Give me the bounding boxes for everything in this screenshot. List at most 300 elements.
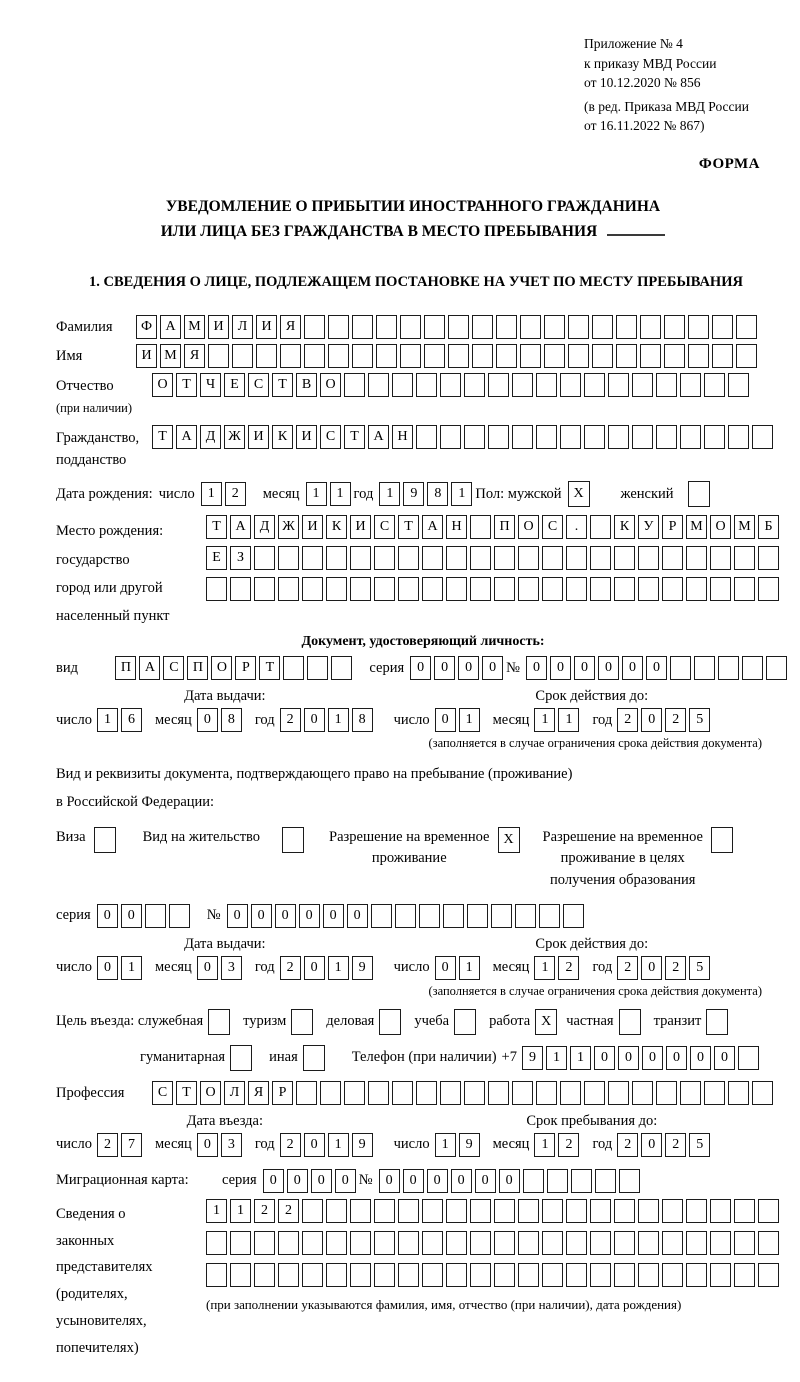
char-box[interactable]: И: [208, 315, 229, 339]
char-box[interactable]: [520, 344, 541, 368]
char-box[interactable]: [208, 344, 229, 368]
char-box[interactable]: А: [139, 656, 160, 680]
char-box[interactable]: Ж: [278, 515, 299, 539]
char-box[interactable]: [560, 373, 581, 397]
char-box[interactable]: 1: [435, 1133, 456, 1157]
char-box[interactable]: 1: [97, 708, 118, 732]
char-box[interactable]: [640, 315, 661, 339]
char-box[interactable]: [278, 546, 299, 570]
char-box[interactable]: .: [566, 515, 587, 539]
char-box[interactable]: [278, 1231, 299, 1255]
char-box[interactable]: 2: [665, 1133, 686, 1157]
char-box[interactable]: [440, 1081, 461, 1105]
char-box[interactable]: 8: [221, 708, 242, 732]
char-box[interactable]: А: [422, 515, 443, 539]
char-box[interactable]: [494, 1199, 515, 1223]
char-box[interactable]: [282, 827, 304, 853]
char-box[interactable]: [422, 1263, 443, 1287]
char-box[interactable]: Т: [398, 515, 419, 539]
char-box[interactable]: [614, 1231, 635, 1255]
char-box[interactable]: [592, 344, 613, 368]
char-box[interactable]: [632, 425, 653, 449]
char-box[interactable]: [470, 515, 491, 539]
char-box[interactable]: И: [302, 515, 323, 539]
char-box[interactable]: Т: [176, 373, 197, 397]
char-box[interactable]: [280, 344, 301, 368]
char-box[interactable]: [656, 1081, 677, 1105]
char-box[interactable]: [710, 1199, 731, 1223]
char-box[interactable]: [350, 1263, 371, 1287]
char-box[interactable]: [464, 373, 485, 397]
char-box[interactable]: 2: [225, 482, 246, 506]
char-box[interactable]: [470, 1199, 491, 1223]
char-box[interactable]: [704, 373, 725, 397]
char-box[interactable]: О: [518, 515, 539, 539]
char-box[interactable]: [608, 373, 629, 397]
char-box[interactable]: Н: [392, 425, 413, 449]
char-box[interactable]: [376, 344, 397, 368]
char-box[interactable]: [424, 315, 445, 339]
char-box[interactable]: М: [686, 515, 707, 539]
char-box[interactable]: [523, 1169, 544, 1193]
char-box[interactable]: [584, 1081, 605, 1105]
char-box[interactable]: [326, 546, 347, 570]
char-box[interactable]: [616, 344, 637, 368]
char-box[interactable]: Е: [224, 373, 245, 397]
char-box[interactable]: [710, 1263, 731, 1287]
char-box[interactable]: [662, 546, 683, 570]
char-box[interactable]: 0: [434, 656, 455, 680]
char-box[interactable]: 0: [427, 1169, 448, 1193]
char-box[interactable]: [230, 1045, 252, 1071]
char-box[interactable]: 5: [689, 708, 710, 732]
char-box[interactable]: 0: [323, 904, 344, 928]
char-box[interactable]: [379, 1009, 401, 1035]
char-box[interactable]: [470, 1263, 491, 1287]
char-box[interactable]: 8: [427, 482, 448, 506]
char-box[interactable]: [590, 515, 611, 539]
char-box[interactable]: [472, 344, 493, 368]
char-box[interactable]: [638, 546, 659, 570]
char-box[interactable]: X: [568, 481, 590, 507]
char-box[interactable]: 1: [230, 1199, 251, 1223]
char-box[interactable]: [590, 546, 611, 570]
char-box[interactable]: [736, 315, 757, 339]
char-box[interactable]: Т: [206, 515, 227, 539]
char-box[interactable]: [518, 1231, 539, 1255]
char-box[interactable]: Я: [184, 344, 205, 368]
char-box[interactable]: [352, 315, 373, 339]
char-box[interactable]: 0: [641, 956, 662, 980]
char-box[interactable]: [736, 344, 757, 368]
char-box[interactable]: [398, 546, 419, 570]
char-box[interactable]: [512, 425, 533, 449]
char-box[interactable]: [278, 577, 299, 601]
char-box[interactable]: [742, 656, 763, 680]
char-box[interactable]: [454, 1009, 476, 1035]
char-box[interactable]: [688, 481, 710, 507]
char-box[interactable]: А: [176, 425, 197, 449]
char-box[interactable]: Я: [280, 315, 301, 339]
char-box[interactable]: [542, 577, 563, 601]
char-box[interactable]: [566, 577, 587, 601]
char-box[interactable]: [670, 656, 691, 680]
char-box[interactable]: И: [136, 344, 157, 368]
char-box[interactable]: [440, 373, 461, 397]
char-box[interactable]: [496, 315, 517, 339]
char-box[interactable]: [331, 656, 352, 680]
char-box[interactable]: 0: [227, 904, 248, 928]
char-box[interactable]: А: [160, 315, 181, 339]
char-box[interactable]: [422, 577, 443, 601]
char-box[interactable]: 1: [459, 956, 480, 980]
char-box[interactable]: [547, 1169, 568, 1193]
char-box[interactable]: 0: [197, 956, 218, 980]
char-box[interactable]: Т: [176, 1081, 197, 1105]
char-box[interactable]: [694, 656, 715, 680]
char-box[interactable]: 0: [526, 656, 547, 680]
char-box[interactable]: [491, 904, 512, 928]
char-box[interactable]: К: [614, 515, 635, 539]
char-box[interactable]: 1: [121, 956, 142, 980]
char-box[interactable]: 0: [311, 1169, 332, 1193]
char-box[interactable]: [291, 1009, 313, 1035]
char-box[interactable]: [230, 1231, 251, 1255]
char-box[interactable]: [536, 373, 557, 397]
char-box[interactable]: 8: [352, 708, 373, 732]
char-box[interactable]: 1: [534, 956, 555, 980]
char-box[interactable]: 0: [403, 1169, 424, 1193]
char-box[interactable]: [738, 1046, 759, 1070]
char-box[interactable]: 0: [251, 904, 272, 928]
char-box[interactable]: [536, 425, 557, 449]
char-box[interactable]: Т: [344, 425, 365, 449]
char-box[interactable]: [371, 904, 392, 928]
char-box[interactable]: Т: [152, 425, 173, 449]
char-box[interactable]: X: [535, 1009, 557, 1035]
char-box[interactable]: 1: [451, 482, 472, 506]
char-box[interactable]: С: [248, 373, 269, 397]
char-box[interactable]: Т: [272, 373, 293, 397]
char-box[interactable]: 0: [594, 1046, 615, 1070]
char-box[interactable]: 2: [665, 956, 686, 980]
char-box[interactable]: 2: [558, 1133, 579, 1157]
char-box[interactable]: [664, 344, 685, 368]
char-box[interactable]: [711, 827, 733, 853]
char-box[interactable]: [710, 1231, 731, 1255]
char-box[interactable]: [302, 1199, 323, 1223]
char-box[interactable]: [422, 1231, 443, 1255]
char-box[interactable]: [443, 904, 464, 928]
char-box[interactable]: 0: [451, 1169, 472, 1193]
char-box[interactable]: [392, 1081, 413, 1105]
char-box[interactable]: Р: [662, 515, 683, 539]
char-box[interactable]: 0: [618, 1046, 639, 1070]
char-box[interactable]: [614, 1199, 635, 1223]
char-box[interactable]: [470, 577, 491, 601]
char-box[interactable]: [616, 315, 637, 339]
char-box[interactable]: [638, 1263, 659, 1287]
char-box[interactable]: [350, 546, 371, 570]
char-box[interactable]: [232, 344, 253, 368]
char-box[interactable]: [145, 904, 166, 928]
char-box[interactable]: 1: [558, 708, 579, 732]
char-box[interactable]: [688, 344, 709, 368]
char-box[interactable]: 1: [201, 482, 222, 506]
char-box[interactable]: О: [200, 1081, 221, 1105]
char-box[interactable]: [734, 1199, 755, 1223]
char-box[interactable]: [566, 1263, 587, 1287]
char-box[interactable]: [688, 315, 709, 339]
char-box[interactable]: [728, 373, 749, 397]
char-box[interactable]: Л: [232, 315, 253, 339]
char-box[interactable]: [614, 546, 635, 570]
char-box[interactable]: П: [494, 515, 515, 539]
char-box[interactable]: Р: [235, 656, 256, 680]
char-box[interactable]: 0: [97, 956, 118, 980]
char-box[interactable]: 0: [646, 656, 667, 680]
char-box[interactable]: 0: [714, 1046, 735, 1070]
char-box[interactable]: 2: [280, 956, 301, 980]
char-box[interactable]: 0: [304, 1133, 325, 1157]
char-box[interactable]: [422, 546, 443, 570]
char-box[interactable]: [254, 577, 275, 601]
char-box[interactable]: [518, 577, 539, 601]
char-box[interactable]: [542, 1199, 563, 1223]
char-box[interactable]: [608, 425, 629, 449]
char-box[interactable]: Б: [758, 515, 779, 539]
char-box[interactable]: Д: [200, 425, 221, 449]
char-box[interactable]: А: [230, 515, 251, 539]
char-box[interactable]: [488, 373, 509, 397]
char-box[interactable]: [566, 1199, 587, 1223]
char-box[interactable]: [470, 1231, 491, 1255]
char-box[interactable]: И: [296, 425, 317, 449]
char-box[interactable]: [376, 315, 397, 339]
char-box[interactable]: [467, 904, 488, 928]
char-box[interactable]: 2: [617, 956, 638, 980]
char-box[interactable]: 0: [435, 956, 456, 980]
char-box[interactable]: А: [368, 425, 389, 449]
char-box[interactable]: [374, 577, 395, 601]
char-box[interactable]: [470, 546, 491, 570]
char-box[interactable]: 0: [97, 904, 118, 928]
char-box[interactable]: [350, 1231, 371, 1255]
char-box[interactable]: 1: [330, 482, 351, 506]
char-box[interactable]: [398, 577, 419, 601]
char-box[interactable]: 9: [522, 1046, 543, 1070]
char-box[interactable]: [278, 1263, 299, 1287]
char-box[interactable]: [440, 425, 461, 449]
char-box[interactable]: [422, 1199, 443, 1223]
char-box[interactable]: 7: [121, 1133, 142, 1157]
char-box[interactable]: [400, 344, 421, 368]
char-box[interactable]: [398, 1231, 419, 1255]
char-box[interactable]: [206, 577, 227, 601]
char-box[interactable]: 2: [617, 1133, 638, 1157]
char-box[interactable]: [400, 315, 421, 339]
char-box[interactable]: [169, 904, 190, 928]
char-box[interactable]: И: [248, 425, 269, 449]
char-box[interactable]: [563, 904, 584, 928]
char-box[interactable]: [328, 315, 349, 339]
char-box[interactable]: 0: [499, 1169, 520, 1193]
char-box[interactable]: О: [211, 656, 232, 680]
char-box[interactable]: 0: [641, 708, 662, 732]
char-box[interactable]: [494, 1231, 515, 1255]
char-box[interactable]: [320, 1081, 341, 1105]
char-box[interactable]: [728, 425, 749, 449]
char-box[interactable]: [758, 1199, 779, 1223]
char-box[interactable]: [488, 1081, 509, 1105]
char-box[interactable]: С: [152, 1081, 173, 1105]
char-box[interactable]: 0: [379, 1169, 400, 1193]
char-box[interactable]: [307, 656, 328, 680]
char-box[interactable]: М: [160, 344, 181, 368]
char-box[interactable]: Ч: [200, 373, 221, 397]
char-box[interactable]: [326, 1199, 347, 1223]
char-box[interactable]: [326, 1231, 347, 1255]
char-box[interactable]: [374, 546, 395, 570]
char-box[interactable]: [614, 1263, 635, 1287]
char-box[interactable]: [632, 1081, 653, 1105]
char-box[interactable]: [94, 827, 116, 853]
char-box[interactable]: 0: [347, 904, 368, 928]
char-box[interactable]: 9: [459, 1133, 480, 1157]
char-box[interactable]: [395, 904, 416, 928]
char-box[interactable]: М: [184, 315, 205, 339]
char-box[interactable]: [446, 1231, 467, 1255]
char-box[interactable]: 0: [121, 904, 142, 928]
char-box[interactable]: 2: [254, 1199, 275, 1223]
char-box[interactable]: [752, 425, 773, 449]
char-box[interactable]: О: [710, 515, 731, 539]
char-box[interactable]: [590, 1231, 611, 1255]
char-box[interactable]: К: [272, 425, 293, 449]
char-box[interactable]: 1: [546, 1046, 567, 1070]
char-box[interactable]: [464, 425, 485, 449]
char-box[interactable]: Д: [254, 515, 275, 539]
char-box[interactable]: Р: [272, 1081, 293, 1105]
char-box[interactable]: 0: [550, 656, 571, 680]
char-box[interactable]: 9: [352, 1133, 373, 1157]
char-box[interactable]: [542, 546, 563, 570]
char-box[interactable]: [704, 1081, 725, 1105]
char-box[interactable]: 0: [263, 1169, 284, 1193]
char-box[interactable]: 1: [328, 1133, 349, 1157]
char-box[interactable]: [448, 315, 469, 339]
char-box[interactable]: [584, 373, 605, 397]
char-box[interactable]: 2: [278, 1199, 299, 1223]
char-box[interactable]: [416, 373, 437, 397]
char-box[interactable]: 6: [121, 708, 142, 732]
char-box[interactable]: О: [152, 373, 173, 397]
char-box[interactable]: [571, 1169, 592, 1193]
char-box[interactable]: [350, 1199, 371, 1223]
char-box[interactable]: [512, 1081, 533, 1105]
char-box[interactable]: 1: [379, 482, 400, 506]
char-box[interactable]: 0: [304, 956, 325, 980]
char-box[interactable]: [568, 344, 589, 368]
char-box[interactable]: [416, 1081, 437, 1105]
char-box[interactable]: [632, 373, 653, 397]
char-box[interactable]: Л: [224, 1081, 245, 1105]
char-box[interactable]: 0: [482, 656, 503, 680]
char-box[interactable]: 0: [410, 656, 431, 680]
char-box[interactable]: [758, 1231, 779, 1255]
char-box[interactable]: [303, 1045, 325, 1071]
char-box[interactable]: [446, 577, 467, 601]
char-box[interactable]: [544, 315, 565, 339]
char-box[interactable]: Я: [248, 1081, 269, 1105]
char-box[interactable]: 5: [689, 1133, 710, 1157]
char-box[interactable]: [680, 1081, 701, 1105]
char-box[interactable]: 0: [458, 656, 479, 680]
char-box[interactable]: [256, 344, 277, 368]
char-box[interactable]: 0: [275, 904, 296, 928]
char-box[interactable]: [566, 1231, 587, 1255]
char-box[interactable]: [206, 1263, 227, 1287]
char-box[interactable]: [544, 344, 565, 368]
char-box[interactable]: [712, 344, 733, 368]
char-box[interactable]: [592, 315, 613, 339]
char-box[interactable]: 0: [335, 1169, 356, 1193]
char-box[interactable]: [419, 904, 440, 928]
char-box[interactable]: [704, 425, 725, 449]
char-box[interactable]: З: [230, 546, 251, 570]
char-box[interactable]: 0: [666, 1046, 687, 1070]
char-box[interactable]: [374, 1231, 395, 1255]
char-box[interactable]: [283, 656, 304, 680]
char-box[interactable]: 2: [280, 1133, 301, 1157]
char-box[interactable]: [568, 315, 589, 339]
char-box[interactable]: 1: [206, 1199, 227, 1223]
char-box[interactable]: [518, 1199, 539, 1223]
char-box[interactable]: [712, 315, 733, 339]
char-box[interactable]: [328, 344, 349, 368]
char-box[interactable]: [536, 1081, 557, 1105]
char-box[interactable]: [619, 1009, 641, 1035]
char-box[interactable]: [734, 577, 755, 601]
char-box[interactable]: [424, 344, 445, 368]
char-box[interactable]: [344, 373, 365, 397]
char-box[interactable]: Е: [206, 546, 227, 570]
char-box[interactable]: [446, 546, 467, 570]
char-box[interactable]: [728, 1081, 749, 1105]
char-box[interactable]: [416, 425, 437, 449]
char-box[interactable]: [680, 425, 701, 449]
char-box[interactable]: [398, 1199, 419, 1223]
char-box[interactable]: 0: [435, 708, 456, 732]
char-box[interactable]: [496, 344, 517, 368]
char-box[interactable]: 0: [574, 656, 595, 680]
char-box[interactable]: [326, 577, 347, 601]
char-box[interactable]: [494, 546, 515, 570]
char-box[interactable]: [619, 1169, 640, 1193]
char-box[interactable]: П: [115, 656, 136, 680]
char-box[interactable]: [254, 1263, 275, 1287]
char-box[interactable]: [344, 1081, 365, 1105]
char-box[interactable]: [560, 425, 581, 449]
char-box[interactable]: 0: [475, 1169, 496, 1193]
char-box[interactable]: 0: [197, 1133, 218, 1157]
char-box[interactable]: [494, 1263, 515, 1287]
char-box[interactable]: [595, 1169, 616, 1193]
char-box[interactable]: [638, 577, 659, 601]
char-box[interactable]: 0: [299, 904, 320, 928]
char-box[interactable]: [230, 1263, 251, 1287]
char-box[interactable]: [302, 577, 323, 601]
